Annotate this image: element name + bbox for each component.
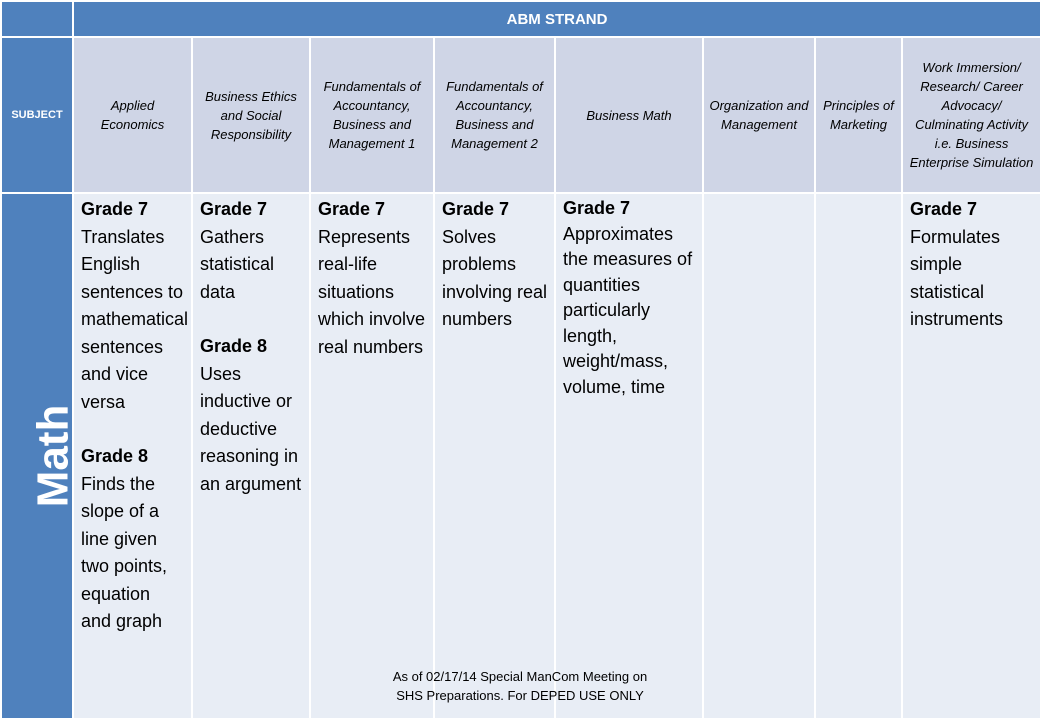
column-header-organization-management: Organization and Management [703,37,815,193]
cell-business-ethics [192,193,310,719]
grade-label: Grade 8 [81,446,149,466]
grade-label: Grade 7 [81,199,149,219]
cell-fabm-2 [434,193,555,719]
column-header-business-math: Business Math [555,37,703,193]
math-row [1,193,1040,719]
cell-applied-economics [73,193,192,719]
cell-business-math [555,193,703,719]
competency-text: Formulates simple statistical instruments [910,226,1004,329]
competency-text: Translates English sentences to mathematical sentences and vice versa [81,226,189,412]
column-header-row [1,37,1040,193]
competency-text: Uses inductive or deductive reasoning in an argument [200,363,302,494]
competency-text: Represents real-life situations which involve real numbers [318,226,426,357]
column-header-applied-economics: Applied Economics [73,37,192,193]
footer-line-2: SHS Preparations. For DEPED USE ONLY [396,688,644,703]
row-label-text: Math [28,404,78,508]
footer-note [320,667,720,705]
cell-principles-marketing [815,193,902,719]
competency-text: Approximates the measures of quantities particularly length, weight/mass, volume, time [563,223,693,397]
strand-header-row [1,1,1040,37]
competency-text: Gathers statistical data [200,226,275,302]
column-header-work-immersion: Work Immersion/ Research/ Career Advocacy/ Culminating Activity i.e. Business Enterprise Simulation [902,37,1040,193]
competency-text: Solves problems involving real numbers [442,226,548,329]
corner-cell [1,1,73,37]
footer-line-1: As of 02/17/14 Special ManCom Meeting on [392,669,648,684]
cell-fabm-1 [310,193,434,719]
grade-label: Grade 7 [910,199,978,219]
column-header-fabm-1: Fundamentals of Accountancy, Business and Management 1 [310,37,434,193]
subject-label: SUBJECT [1,37,73,193]
row-label-math [1,193,78,719]
competency-text: Finds the slope of a line given two points, equation and graph [81,473,168,631]
column-header-principles-marketing: Principles of Marketing [815,37,902,193]
strand-title: ABM STRAND [73,1,1040,37]
grade-label: Grade 7 [200,199,268,219]
cell-organization-management [703,193,815,719]
column-header-business-ethics: Business Ethics and Social Responsibility [192,37,310,193]
grade-label: Grade 7 [563,198,631,218]
grade-label: Grade 7 [442,199,510,219]
cell-work-immersion [902,193,1040,719]
column-header-fabm-2: Fundamentals of Accountancy, Business and Management 2 [434,37,555,193]
grade-label: Grade 8 [200,336,268,356]
grade-label: Grade 7 [318,199,386,219]
